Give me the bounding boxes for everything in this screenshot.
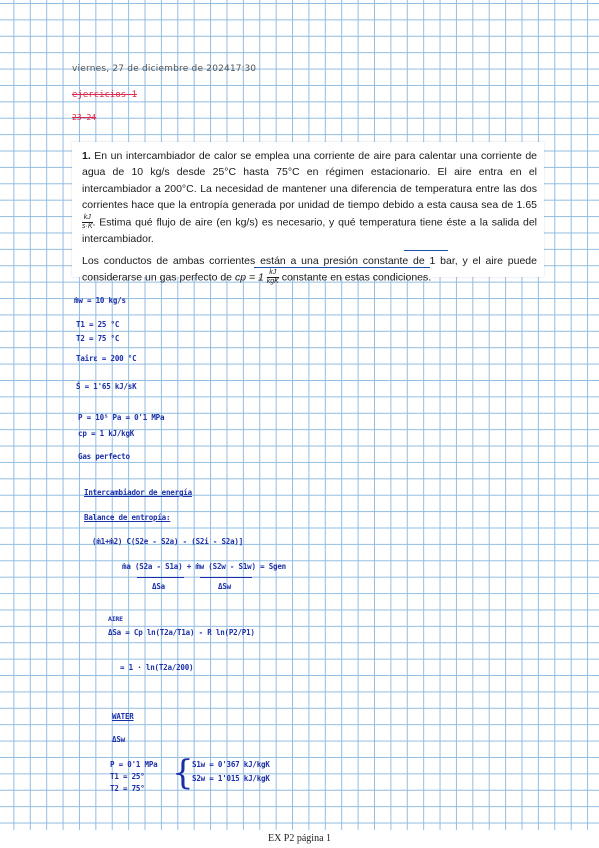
note-air-eq-1: ΔSa = Cp ln(T2a/T1a) - R ln(P2/P1)	[108, 628, 255, 637]
note-delta-sa-label: ΔSa	[152, 582, 165, 591]
note-t1: T1 = 25 °C	[76, 320, 120, 329]
cp-symbol: cp = 1	[234, 271, 264, 284]
note-tair: Tairε = 200 °C	[76, 354, 137, 363]
note-air-heading: AIRE	[108, 615, 123, 623]
note-pressure: P = 10⁵ Pa = 0'1 MPa	[78, 413, 165, 422]
note-air-eq-2: = 1 · ln(T2a/200)	[120, 663, 194, 672]
note-time: 17:30	[230, 64, 256, 74]
problem-paragraph-1	[82, 148, 537, 247]
note-mass-flow: ṁw = 10 kg/s	[74, 296, 126, 305]
delta-sw-underbrace	[200, 577, 252, 578]
delta-sa-underbrace	[137, 577, 184, 578]
problem-text-2a: Los conductos de ambas corrientes están a una presión constante de 1 bar, y el aire puede considerarse un gas perfecto de	[82, 255, 537, 284]
note-t2: T2 = 75 °C	[76, 334, 120, 343]
problem-statement	[82, 148, 537, 292]
note-water-t1: T1 = 25°	[110, 772, 145, 781]
note-subtitle: 23-24	[72, 113, 97, 122]
note-cp: cp = 1 kJ/kgK	[78, 429, 135, 438]
problem-paragraph-2	[82, 253, 537, 286]
note-water-t2: T2 = 75°	[110, 784, 145, 793]
unit-fraction-kj-sk: $\frac{kJ}{s\cdot K}$	[82, 213, 93, 230]
unit-fraction-kj-kgk: $\frac{kJ}{\text{kgK}}$	[266, 269, 279, 286]
note-s1w: S1w = 0'367 kJ/kgK	[192, 760, 270, 769]
note-heat-exchanger: Intercambiador de energía	[84, 488, 192, 497]
note-balance-eq-2: ṁa (S2a - S1a) + ṁw (S2w - S1w) = Sgen	[122, 562, 286, 571]
note-entropy-balance: Balance de entropía:	[84, 513, 171, 522]
problem-text-1b: . Estima qué flujo de aire (en kg/s) es necesario, y qué temperatura tiene éste a la salida del intercambiador.	[82, 215, 537, 245]
note-delta-sw: ΔSw	[112, 735, 125, 744]
pressure-underline	[404, 250, 448, 251]
note-water-pressure: P = 0'1 MPa	[110, 760, 158, 769]
note-ideal-gas: Gas perfecto	[78, 452, 130, 461]
page-footer: EX P2 página 1	[267, 833, 332, 844]
note-title: ejercicios 1	[72, 90, 138, 100]
note-balance-eq-1: (ṁ1+ṁ2) C(S2e - S2a) - (S2i - S2a)]	[92, 537, 244, 546]
cp-underline	[254, 267, 430, 268]
note-sgen: Ṡ = 1'65 kJ/sK	[76, 382, 137, 391]
note-date: viernes, 27 de diciembre de 2024	[72, 64, 230, 74]
note-s2w: S2w = 1'015 kJ/kgK	[192, 774, 270, 783]
grouping-brace: {	[172, 753, 194, 793]
note-delta-sw-label: ΔSw	[218, 582, 231, 591]
problem-text-2b: constante en estas condiciones.	[281, 271, 432, 284]
problem-text-1a: En un intercambiador de calor se emplea una corriente de aire para calentar una corriente de agua de 10 kg/s desde 25°C hasta 75°C en régimen estacionario. El aire entra en el intercambiador a 200°C. La necesidad de mantener una diferencia de temperatura entre las dos corrientes hace que la entropía generada por unidad de tiempo debido a esta causa sea de 1.65	[82, 150, 537, 212]
problem-number: 1.	[82, 150, 91, 162]
note-water-heading: WATER	[112, 712, 134, 721]
